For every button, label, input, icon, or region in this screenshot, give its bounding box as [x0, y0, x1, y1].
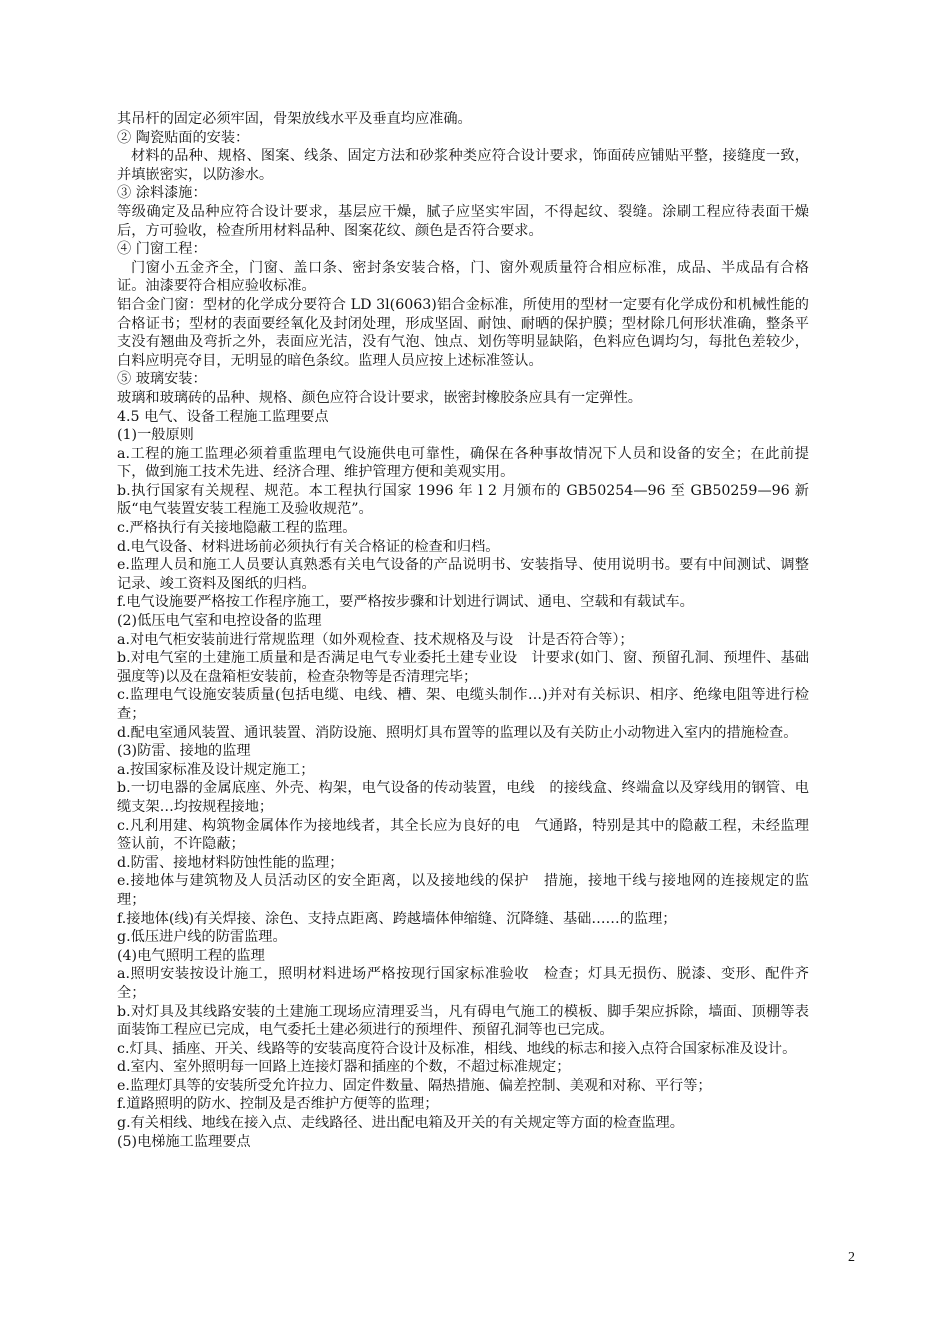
list-item: a.对电气柜安装前进行常规监理（如外观检查、技术规格及与设 计是否符合等）；: [117, 631, 634, 648]
subsection-heading: (3)防雷、接地的监理: [117, 743, 251, 760]
list-item: c.严格执行有关接地隐蔽工程的监理。: [117, 520, 357, 537]
list-item: e.接地体与建筑物及人员活动区的安全距离，以及接地线的保护 措施，接地干线与接地网的连接规定的监理；: [117, 873, 809, 908]
list-item: d.室内、室外照明每一回路上连接灯器和插座的个数，不超过标准规定；: [117, 1059, 571, 1076]
paragraph: 其吊杆的固定必须牢固，骨架放线水平及垂直均应准确。: [117, 111, 472, 127]
paragraph: 材料的品种、规格、图案、线条、固定方法和砂浆种类应符合设计要求，饰面砖应铺贴平整，接缝度一致，并填嵌密实，以防渗水。: [117, 148, 809, 183]
paragraph: 门窗小五金齐全，门窗、盖口条、密封条安装合格，门、窗外观质量符合相应标准，成品、半成品有合格证。油漆要符合相应验收标准。: [117, 259, 809, 295]
section-heading: ④ 门窗工程：: [117, 241, 207, 258]
list-item: g.低压进户线的防雷监理。: [117, 929, 287, 946]
paragraph: 等级确定及品种应符合设计要求，基层应干燥，腻子应坚实牢固，不得起纹、裂缝。涂刷工程应待表面干燥后，方可验收，检查所用材料品种、图案花纹、颜色是否符合要求。: [117, 203, 809, 239]
list-item: d.配电室通风装置、通讯装置、消防设施、照明灯具布置等的监理以及有关防止小动物进入室内的措施检查。: [117, 724, 798, 741]
list-item: d.电气设备、材料进场前必须执行有关合格证的检查和归档。: [117, 538, 500, 555]
section-heading: ⑤ 玻璃安装：: [117, 371, 207, 388]
section-heading: ② 陶瓷贴面的安装：: [117, 129, 250, 146]
list-item: f.电气设施要严格按工作程序施工，要严格按步骤和计划进行调试、通电、空载和有载试车。: [117, 594, 694, 611]
chapter-heading: 4.5 电气、设备工程施工监理要点: [117, 408, 329, 425]
list-item: a.照明安装按设计施工，照明材料进场严格按现行国家标准验收 检查；灯具无损伤、脱漆、变形、配件齐全；: [117, 966, 809, 1001]
list-item: b.一切电器的金属底座、外壳、构架，电气设备的传动装置，电线 的接线盒、终端盒以及穿线用的钢管、电缆支架…均按规程接地；: [117, 780, 809, 815]
paragraph: 玻璃和玻璃砖的品种、规格、颜色应符合设计要求，嵌密封橡胶条应具有一定弹性。: [117, 389, 642, 406]
list-item: b.对灯具及其线路安装的土建施工现场应清理妥当，凡有碍电气施工的模板、脚手架应拆除，墙面、顶棚等表面装饰工程应已完成，电气委托土建必须进行的预埋件、预留孔洞等也已完成。: [117, 1003, 809, 1039]
subsection-heading: (4)电气照明工程的监理: [117, 947, 265, 964]
list-item: g.有关相线、地线在接入点、走线路径、进出配电箱及开关的有关规定等方面的检查监理。: [117, 1115, 684, 1132]
list-item: f.道路照明的防水、控制及是否维护方便等的监理；: [117, 1096, 439, 1113]
list-item: e.监理灯具等的安装所受允许拉力、固定件数量、隔热措施、偏差控制、美观和对称、平行等；: [117, 1077, 712, 1094]
list-item: b.执行国家有关规程、规范。本工程执行国家 1996 年 l 2 月颁布的 GB50254—96 至 GB50259—96 新版“电气装置安装工程施工及验收规范”。: [117, 482, 809, 518]
list-item: e.监理人员和施工人员要认真熟悉有关电气设备的产品说明书、安装指导、使用说明书。要有中间测试、调整记录、竣工资料及图纸的归档。: [117, 557, 809, 592]
subsection-heading: (2)低压电气室和电控设备的监理: [117, 613, 322, 630]
list-item: d.防雷、接地材料防蚀性能的监理；: [117, 854, 344, 871]
list-item: a.按国家标准及设计规定施工；: [117, 761, 315, 778]
subsection-heading: (1)一般原则: [117, 427, 194, 444]
section-heading: ③ 涂料漆施：: [117, 185, 207, 202]
page-number: 2: [848, 1250, 855, 1265]
subsection-heading: (5)电梯施工监理要点: [117, 1133, 251, 1150]
document-body: [117, 110, 809, 1151]
list-item: f.接地体(线)有关焊接、涂色、支持点距离、跨越墙体伸缩缝、沉降缝、基础……的监理；: [117, 910, 677, 927]
paragraph: 铝合金门窗：型材的化学成分要符合 LD 3l(6063)铝合金标准，所使用的型材一定要有化学成份和机械性能的合格证书；型材的表面要经氧化及封闭处理，形成坚固、耐蚀、耐晒的保护膜；型材除几何形状准确，整条平支没有翘曲及弯折之外，表面应光洁，没有气泡、蚀点、划伤等明显缺陷，色料应色调均匀，每批色差较少，白料应明亮夺目，无明显的暗色条纹。监理人员应按上述标准签认。: [117, 296, 809, 369]
list-item: c.监理电气设施安装质量(包括电缆、电线、槽、架、电缆头制作…)并对有关标识、相序、绝缘电阻等进行检查；: [117, 687, 809, 722]
list-item: c.灯具、插座、开关、线路等的安装高度符合设计及标准，相线、地线的标志和接入点符合国家标准及设计。: [117, 1040, 797, 1057]
list-item: a.工程的施工监理必须着重监理电气设施供电可靠性，确保在各种事故情况下人员和设备的安全；在此前提下，做到施工技术先进、经济合理、维护管理方便和美观实用。: [117, 445, 809, 481]
list-item: c.凡利用建、构筑物金属体作为接地线者，其全长应为良好的电 气通路，特别是其中的隐蔽工程，未经监理签认前，不许隐蔽；: [117, 817, 809, 853]
list-item: b.对电气室的土建施工质量和是否满足电气专业委托土建专业设 计要求(如门、窗、预留孔洞、预埋件、基础强度等)以及在盘箱柜安装前，检查杂物等是否清理完毕；: [117, 650, 809, 685]
